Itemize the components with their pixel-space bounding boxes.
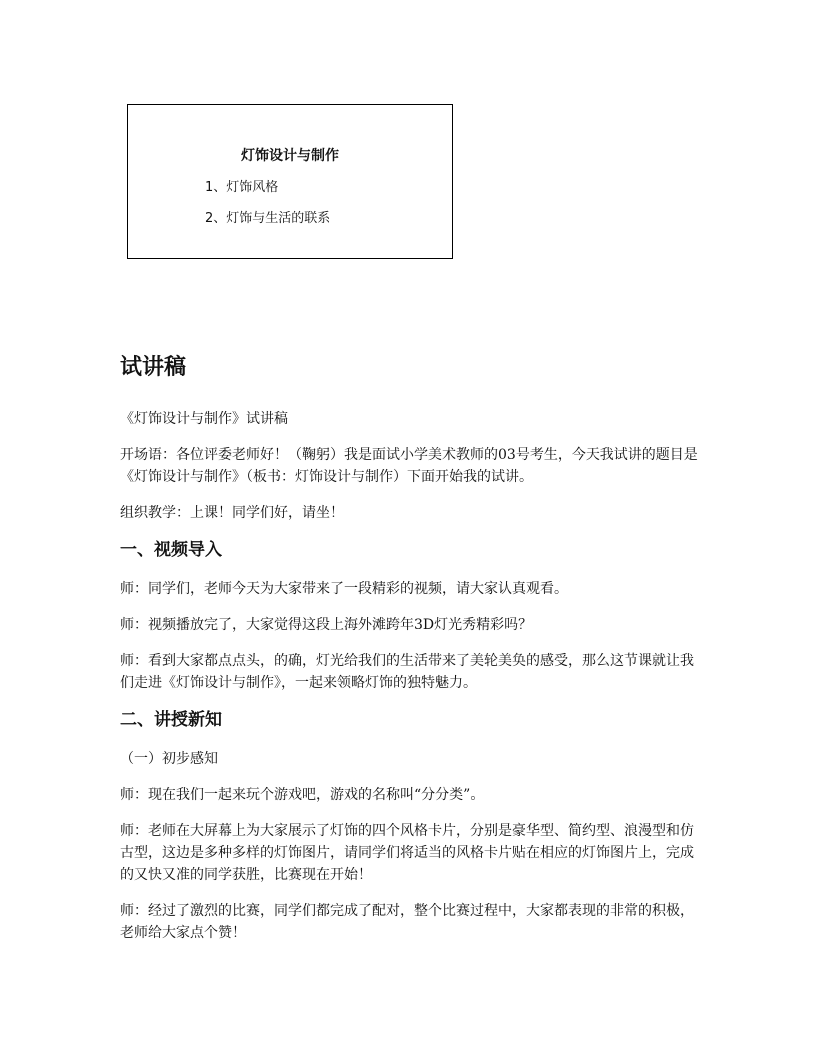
document-heading: 试讲稿: [120, 355, 187, 380]
section-2-subheading: （一）初步感知: [120, 751, 218, 767]
section-2-paragraph: 师：现在我们一起来玩个游戏吧，游戏的名称叫“分分类”。: [120, 787, 485, 803]
board-item-2: 2、灯饰与生活的联系: [205, 211, 331, 226]
section-2-paragraph: 师：经过了激烈的比赛，同学们都完成了配对，整个比赛过程中，大家都表现的非常的积极，老师给大家点个赞！: [120, 903, 694, 941]
section-1-heading: 一、视频导入: [120, 540, 222, 560]
document-subtitle: 《灯饰设计与制作》试讲稿: [120, 411, 288, 427]
section-1-paragraph: 师：视频播放完了，大家觉得这段上海外滩跨年3D灯光秀精彩吗？: [120, 617, 533, 633]
board-title: 灯饰设计与制作: [241, 148, 339, 164]
document-body: [120, 350, 700, 958]
section-2-paragraph: 师：老师在大屏幕上为大家展示了灯饰的四个风格卡片，分别是豪华型、简约型、浪漫型和仿古型，这边是多种多样的灯饰图片，请同学们将适当的风格卡片贴在相应的灯饰图片上，完成的又快又准的同学获胜，比赛现在开始！: [120, 823, 694, 883]
organize-paragraph: 组织教学：上课！同学们好，请坐！: [120, 505, 344, 521]
opening-paragraph: 开场语：各位评委老师好！（鞠躬）我是面试小学美术教师的03号考生，今天我试讲的题目是《灯饰设计与制作》（板书：灯饰设计与制作）下面开始我的试讲。: [120, 447, 698, 485]
board-item-1: 1、灯饰风格: [205, 180, 279, 195]
blackboard-outline-box: [127, 104, 453, 259]
section-1-paragraph: 师：看到大家都点点头，的确，灯光给我们的生活带来了美轮美奂的感受，那么这节课就让我们走进《灯饰设计与制作》，一起来领略灯饰的独特魅力。: [120, 653, 694, 691]
section-2-heading: 二、讲授新知: [120, 710, 222, 730]
section-1-paragraph: 师：同学们，老师今天为大家带来了一段精彩的视频，请大家认真观看。: [120, 581, 568, 597]
